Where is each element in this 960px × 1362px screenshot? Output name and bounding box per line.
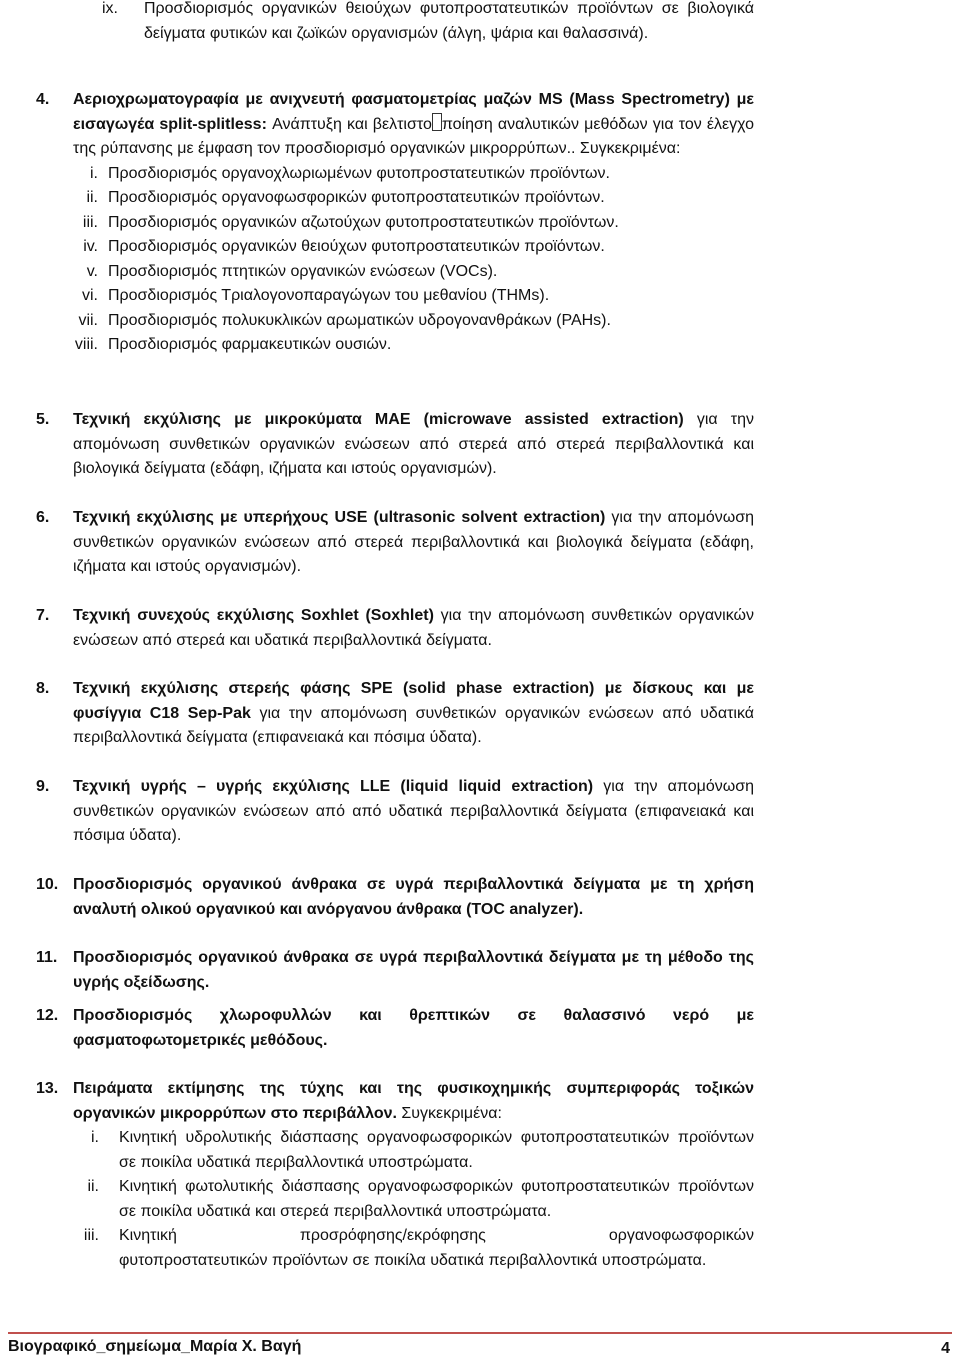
item-text-b: ποίηση αναλυτικών μεθόδων για τον έλεγχο της ρύπανσης με έμφαση τον προσδιορισμό οργανικών μικρορρύπων.. [73,115,755,157]
roman-numeral: vii. [78,311,98,329]
roman-numeral: ix. [102,0,118,17]
sub-item-text: Κινητική φωτολυτικής διάσπασης οργανοφωσφορικών φυτοπροστατευτικών προϊόντων σε ποικίλα υδατικά και στερεά περιβαλλοντικά υποστρώματα. [119,1178,754,1220]
item-number: 12. [36,1007,59,1024]
item-text-c: Συγκεκριμένα: [575,140,681,157]
roman-numeral: iii. [83,1227,99,1244]
sub-item [36,186,754,211]
sub-item-text: Προσδιορισμός οργανικών αζωτούχων φυτοπροστατευτικών προϊόντων. [108,213,619,231]
list-item-11 [36,946,754,995]
item-number: 8. [36,680,50,697]
item-text: για την απομόνωση συνθετικών οργανικών ενώσεων από στερεά περιβαλλοντικά και βιολογικά δείγματα (εδάφη, ιζήματα και ιστούς οργανισμών). [73,509,755,575]
roman-numeral: i. [90,164,98,182]
sub-item [36,235,754,260]
sub-item [73,1126,754,1175]
sub-list [36,1126,754,1273]
item-title: Τεχνική εκχύλισης με υπερήχους USE (ultrasonic solvent extraction) [73,509,606,526]
footer-doc-title: Βιογραφικό_σημείωμα_Μαρία Χ. Βαγή [8,1338,302,1355]
item-title: Τεχνική εκχύλισης στερεής φάσης SPE (solid phase extraction) με δίσκους και με φυσίγγια C18 Sep-Pak [73,680,754,722]
item-number: 11. [36,949,58,966]
roman-numeral: v. [86,262,98,280]
list-item-6 [36,506,754,580]
missing-glyph-box [432,113,442,131]
roman-numeral: iii. [82,213,98,231]
roman-numeral: vi. [82,287,98,304]
list-item-4 [36,88,754,358]
roman-numeral: ii. [87,1178,99,1195]
sub-item-text: Προσδιορισμός πολυκυκλικών αρωματικών υδρογονανθράκων (PAHs). [108,311,611,329]
item-text: για την απομόνωση συνθετικών οργανικών ενώσεων από υδατικά περιβαλλοντικά δείγματα (επιφανειακά και πόσιμα ύδατα). [73,704,754,746]
sub-item-text: Προσδιορισμός οργανοφωσφορικών φυτοπροστατευτικών προϊόντων. [108,189,605,206]
page-number: 4 [941,1340,950,1357]
sub-item [73,1224,754,1273]
sub-item-text: Κινητική υδρολυτικής διάσπασης οργανοφωσφορικών φυτοπροστατευτικών προϊόντων σε ποικίλα υδατικά περιβαλλοντικά υποστρώματα. [119,1129,754,1171]
item-title: Τεχνική υγρής – υγρής εκχύλισης LLE (liquid liquid extraction) [73,778,594,795]
item-title: Προσδιορισμός οργανικού άνθρακα σε υγρά περιβαλλοντικά δείγματα με τη χρήση αναλυτή ολικού οργανικού και ανόργανου άνθρακα (TOC analyzer). [73,876,754,918]
item-title: Αεριοχρωματογραφία με ανιχνευτή φασματομετρίας μαζών MS (Mass Spectrometry) με εισαγωγέα split-splitless: [73,91,754,133]
list-item-text: Προσδιορισμός οργανικών θειούχων φυτοπροστατευτικών προϊόντων σε βιολογικά δείγματα φυτικών και ζωϊκών οργανισμών (άλγη, ψάρια και θαλασσινά). [144,0,754,42]
item-title: Προσδιορισμός οργανικού άνθρακα σε υγρά περιβαλλοντικά δείγματα με τη μέθοδο της υγρής οξείδωσης. [73,949,754,991]
item-number: 10. [36,876,59,893]
sub-item-text: Προσδιορισμός φαρμακευτικών ουσιών. [108,336,392,353]
sub-item [36,260,754,285]
sub-item-text: Προσδιορισμός οργανικών θειούχων φυτοπροστατευτικών προϊόντων. [108,238,605,255]
sub-item-text [119,1224,754,1273]
list-item-ix [36,0,754,46]
sub-item [36,162,754,187]
list-item-10 [36,873,754,922]
item-text: για την απομόνωση συνθετικών οργανικών ενώσεων από από υδατικά περιβαλλοντικά δείγματα (επιφανειακά και πόσιμα ύδατα). [73,778,755,844]
item-title: Πειράματα εκτίμησης της τύχης και της φυσικοχημικής συμπεριφοράς τοξικών οργανικών μικρορρύπων στο περιβάλλον. [73,1080,754,1122]
item-title: Τεχνική συνεχούς εκχύλισης Soxhlet (Soxhlet) [73,607,434,624]
list-item-13 [36,1077,754,1273]
sub-item [73,1175,754,1224]
item-number: 7. [36,607,50,624]
roman-numeral: viii. [74,336,98,353]
sub-item [36,211,754,236]
item-text: για την απομόνωση συνθετικών οργανικών ενώσεων από στερεά και υδατικά περιβαλλοντικά δείγματα. [73,607,754,649]
list-item-9 [36,775,754,849]
list-item-7 [36,604,754,653]
item-title: Προσδιορισμός χλωροφυλλών και θρεπτικών σε θαλασσινό νερό με φασματοφωτομετρικές μεθόδους. [73,1007,754,1049]
sub-item [36,309,754,334]
sub-item-text-line2: φυτοπροστατευτικών προϊόντων σε ποικίλα υδατικά περιβαλλοντικά υποστρώματα. [119,1251,707,1269]
roman-numeral: i. [91,1129,99,1146]
item-text: για την απομόνωση συνθετικών οργανικών ενώσεων από στερεά από στερεά περιβαλλοντικά και βιολογικά δείγματα (εδάφη, ιζήματα και ιστούς οργανισμών). [73,411,754,477]
roman-numeral: ii. [86,189,98,206]
list-item-8 [36,677,754,751]
sub-item-text-line1: Κινητική προσρόφησης/εκρόφησης οργανοφωσφορικών [119,1227,754,1244]
roman-numeral: iv. [83,238,98,255]
page-footer [8,1332,952,1360]
sub-item [36,333,754,358]
item-number: 13. [36,1080,59,1097]
list-item-5 [36,408,754,482]
item-text-a: Ανάπτυξη και βελτιστο [266,115,432,133]
item-text: Συγκεκριμένα: [396,1104,502,1122]
sub-item-text: Προσδιορισμός οργανοχλωριωμένων φυτοπροστατευτικών προϊόντων. [108,164,610,182]
sub-list [36,162,754,358]
sub-item [36,284,754,309]
item-number: 5. [36,411,50,428]
sub-item-text: Προσδιορισμός Τριαλογονοπαραγώγων του μεθανίου (THMs). [108,287,550,304]
item-number: 6. [36,509,50,526]
sub-item-text: Προσδιορισμός πτητικών οργανικών ενώσεων (VOCs). [108,262,498,280]
item-title: Τεχνική εκχύλισης με μικροκύματα MAE (microwave assisted extraction) [73,411,684,428]
item-number: 9. [36,778,50,795]
item-number: 4. [36,91,50,108]
list-item-12 [36,1004,754,1053]
